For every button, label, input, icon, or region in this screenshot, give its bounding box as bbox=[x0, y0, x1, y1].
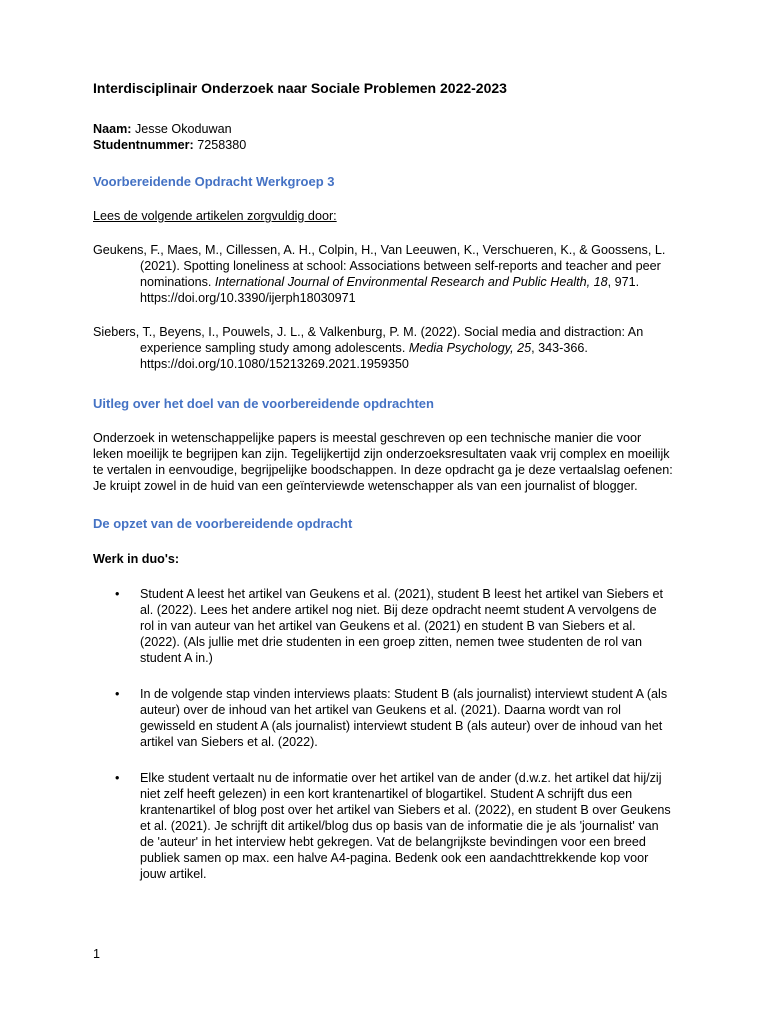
student-name: Jesse Okoduwan bbox=[135, 122, 232, 136]
document-title: Interdisciplinair Onderzoek naar Sociale Problemen 2022-2023 bbox=[93, 80, 507, 96]
reference-journal: Media Psychology, 25 bbox=[408, 341, 532, 355]
page-number: 1 bbox=[93, 947, 101, 961]
reference-text: , 343-366. https://doi.org/10.1080/15213269.2021.1959350 bbox=[140, 341, 588, 371]
reference-text: Geukens, F., Maes, M., Cillessen, A. H., Colpin, H., Van Leeuwen, K., Verschueren, K., & Goossens, L. (2021). Spotting loneliness at school: Associations between self-reports and teacher and peer nominations. bbox=[93, 243, 666, 289]
student-number-label: Studentnummer: bbox=[93, 138, 194, 152]
list-item bbox=[93, 586, 673, 666]
student-number-line bbox=[93, 137, 673, 153]
reference-text: Siebers, T., Beyens, I., Pouwels, J. L., & Valkenburg, P. M. (2022). Social media and distraction: An experience sampling study among adolescents. bbox=[93, 325, 644, 355]
reference-text: , 971. https://doi.org/10.3390/ijerph18030971 bbox=[140, 275, 640, 305]
instruction-list bbox=[93, 586, 673, 882]
purpose-paragraph: Onderzoek in wetenschappelijke papers is meestal geschreven op een technische manier die voor leken moeilijk te begrijpen kan zijn. Tegelijkertijd zijn onderzoeksresultaten vaak vrij complex en moeilijk te vertalen in eenvoudige, begrijpelijke boodschappen. In deze opdracht ga je deze vertaalslag oefenen: Je kruipt zowel in de huid van een geïnterviewde wetenschapper als van een journalist of blogger. bbox=[93, 431, 673, 493]
document-page bbox=[93, 80, 673, 902]
duo-subheading: Werk in duo's: bbox=[93, 552, 180, 566]
list-item-text: Elke student vertaalt nu de informatie over het artikel van de ander (d.w.z. het artikel dat hij/zij niet zelf heeft gelezen) in een kort krantenartikel of blogartikel. Student A schrijft dus een krantenartikel of blog post over het artikel van Siebers et al. (2022), en student B over Geukens et al. (2021). Je schrijft dit artikel/blog dus op basis van de informatie die je als 'journalist' van de 'auteur' in het interview hebt gekregen. Vat de belangrijkste bevindingen voor een breed publiek samen op max. een halve A4-pagina. Bedenk ook een aandachttrekkende kop voor jouw artikel. bbox=[140, 771, 671, 881]
bullet-icon: • bbox=[115, 587, 120, 601]
list-item bbox=[93, 686, 673, 750]
reference-siebers bbox=[93, 324, 673, 372]
bullet-icon: • bbox=[115, 771, 120, 785]
list-item-text: In de volgende stap vinden interviews plaats: Student B (als journalist) interviewt student A (als auteur) over de inhoud van het artikel van Geukens et al. (2021). Daarna wordt van rol gewisseld en student A (als journalist) interviewt student B (als auteur) over de inhoud van het artikel van Siebers et al. (2022). bbox=[140, 687, 668, 749]
reference-journal: International Journal of Environmental Research and Public Health, 18 bbox=[214, 275, 608, 289]
bullet-icon: • bbox=[115, 687, 120, 701]
list-item bbox=[93, 770, 673, 882]
reference-geukens bbox=[93, 242, 673, 306]
read-instruction: Lees de volgende artikelen zorgvuldig door: bbox=[93, 209, 337, 223]
student-name-line bbox=[93, 121, 673, 137]
list-item-text: Student A leest het artikel van Geukens et al. (2021), student B leest het artikel van Siebers et al. (2022). Lees het andere artikel nog niet. Bij deze opdracht neemt student A vervolgens de rol in van auteur van het artikel van Geukens et al. (2021) en student B van Siebers et al. (2022). (Als jullie met drie studenten in een groep zitten, nemen twee studenten de rol van student A in.) bbox=[140, 587, 663, 665]
name-label: Naam: bbox=[93, 122, 132, 136]
section-heading-setup: De opzet van de voorbereidende opdracht bbox=[93, 516, 353, 531]
section-heading-purpose: Uitleg over het doel van de voorbereidende opdrachten bbox=[93, 396, 434, 411]
student-number: 7258380 bbox=[197, 138, 247, 152]
section-heading-assignment: Voorbereidende Opdracht Werkgroep 3 bbox=[93, 174, 335, 189]
